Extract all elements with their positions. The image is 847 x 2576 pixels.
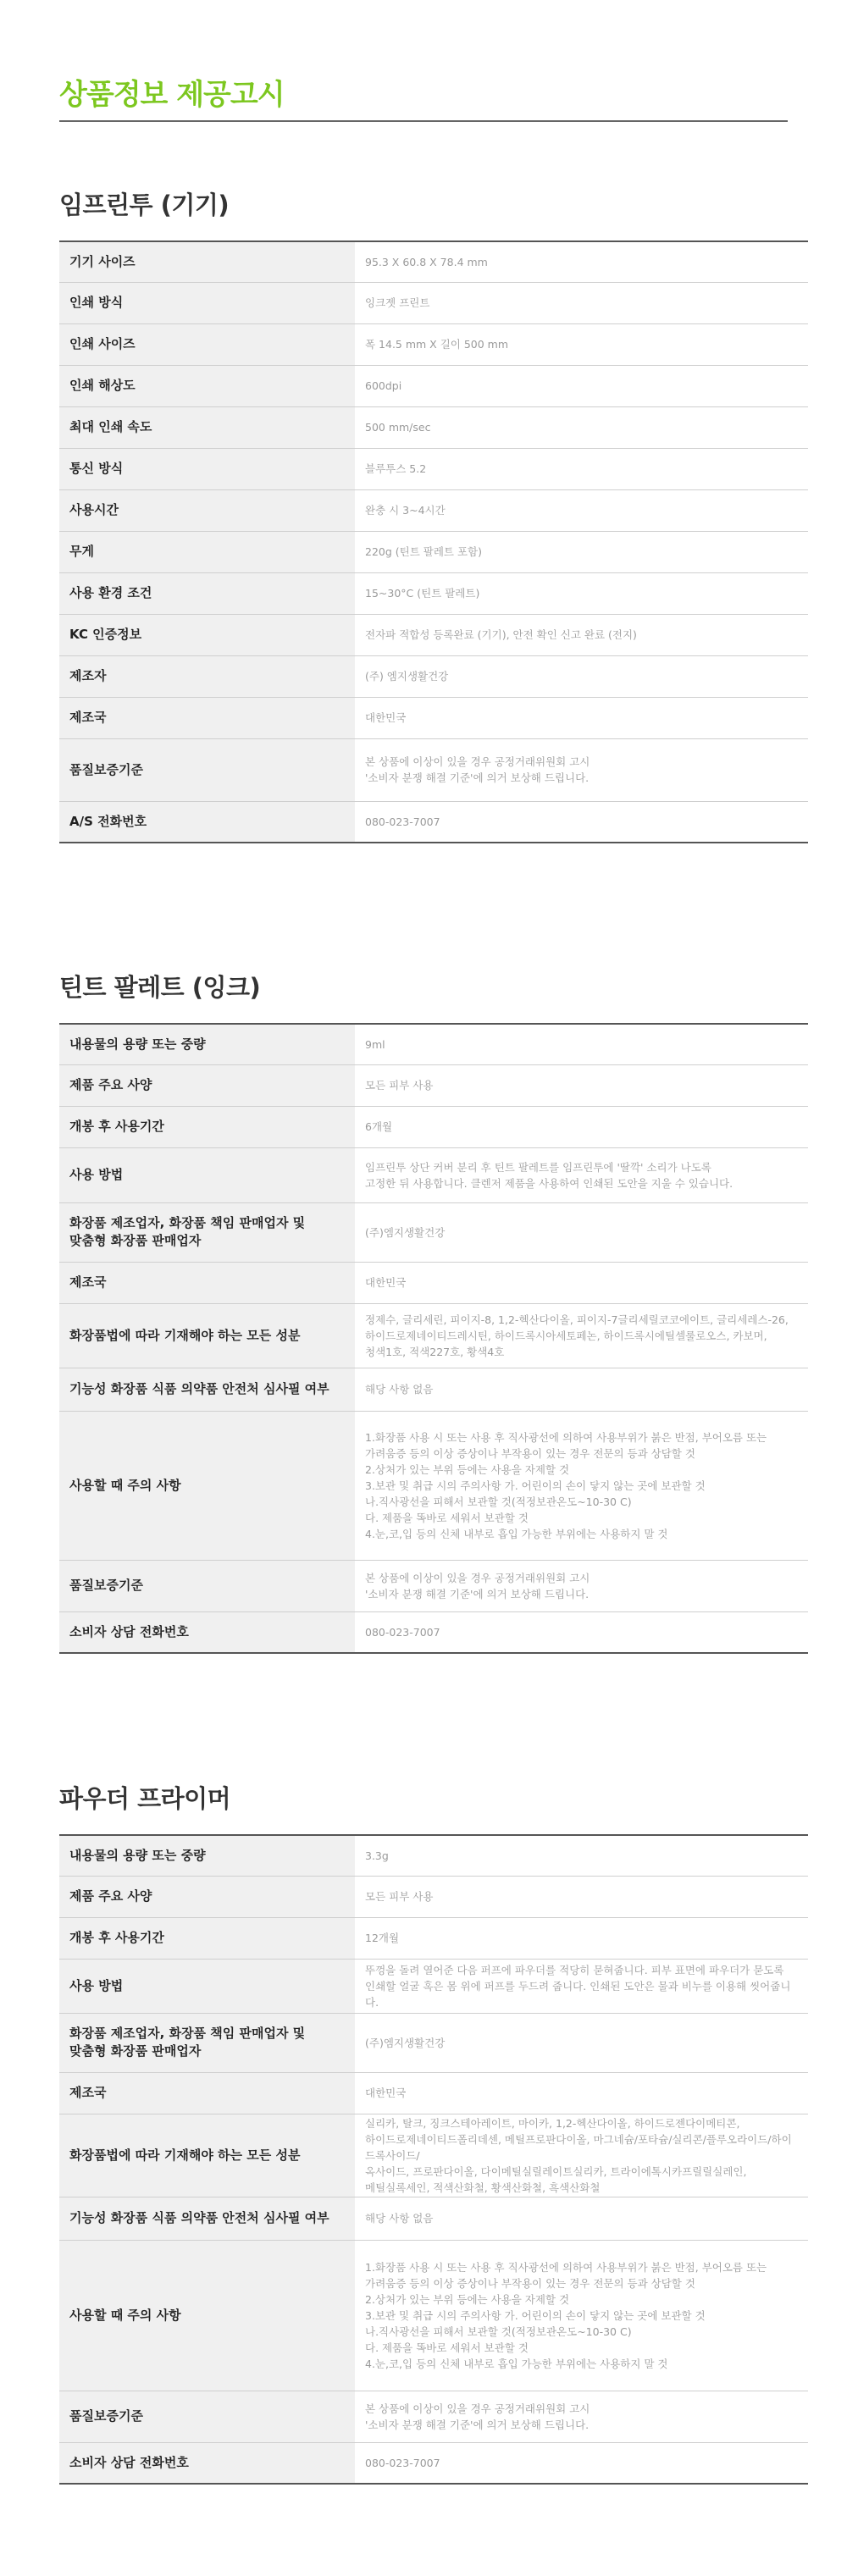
spec-row bbox=[59, 1202, 808, 1262]
spec-row bbox=[59, 323, 808, 365]
spec-row bbox=[59, 1560, 808, 1611]
spec-label: 인쇄 사이즈 bbox=[59, 323, 355, 365]
spec-label: 소비자 상담 전화번호 bbox=[59, 2442, 355, 2484]
spec-row bbox=[59, 801, 808, 843]
spec-label: 사용시간 bbox=[59, 489, 355, 531]
spec-label: 무게 bbox=[59, 531, 355, 572]
spec-label: 화장품법에 따라 기재해야 하는 모든 성분 bbox=[59, 1303, 355, 1368]
spec-value: 전자파 적합성 등록완료 (기기), 안전 확인 신고 완료 (전지) bbox=[355, 614, 808, 655]
spec-row bbox=[59, 2197, 808, 2240]
spec-row bbox=[59, 1024, 808, 1064]
spec-value: 폭 14.5 mm X 길이 500 mm bbox=[355, 323, 808, 365]
spec-value: 대한민국 bbox=[355, 1262, 808, 1303]
spec-value: 잉크젯 프린트 bbox=[355, 282, 808, 323]
spec-value: 220g (틴트 팔레트 포함) bbox=[355, 531, 808, 572]
spec-label: 기능성 화장품 식품 의약품 안전처 심사필 여부 bbox=[59, 2197, 355, 2240]
spec-value: 모든 피부 사용 bbox=[355, 1064, 808, 1106]
spec-row bbox=[59, 697, 808, 738]
spec-label: 품질보증기준 bbox=[59, 2391, 355, 2442]
spec-row bbox=[59, 614, 808, 655]
spec-section-powder-primer bbox=[59, 1782, 792, 2485]
spec-section-tint-palette bbox=[59, 970, 788, 1654]
spec-row bbox=[59, 365, 808, 406]
spec-label: 인쇄 해상도 bbox=[59, 365, 355, 406]
spec-row bbox=[59, 1147, 808, 1202]
spec-value: 080-023-7007 bbox=[355, 801, 808, 843]
spec-value: 완충 시 3~4시간 bbox=[355, 489, 808, 531]
spec-row bbox=[59, 1411, 808, 1560]
spec-label: 사용할 때 주의 사항 bbox=[59, 1411, 355, 1560]
spec-row bbox=[59, 1368, 808, 1411]
spec-value: 정제수, 글리세린, 피이지-8, 1,2-헥산다이올, 피이지-7글리세릴코코에이트, 글리세레스-26, 하이드로제네이티드레시틴, 하이드록시아세토페논, 하이드록시에틸셀룰로오스, 카보머, 청색1호, 적색227호, 황색4호 bbox=[355, 1303, 808, 1368]
spec-value: 본 상품에 이상이 있을 경우 공정거래위원회 고시 '소비자 분쟁 해결 기준'에 의거 보상해 드립니다. bbox=[355, 1560, 808, 1611]
spec-value: 뚜껑을 돌려 열어준 다음 퍼프에 파우더를 적당히 묻혀줍니다. 피부 표면에 파우더가 묻도록 인쇄할 얼굴 혹은 몸 위에 퍼프를 두드려 줍니다. 인쇄된 도안은 물과 비누를 이용해 씻어줍니다. bbox=[355, 1959, 808, 2013]
spec-value: 본 상품에 이상이 있을 경우 공정거래위원회 고시 '소비자 분쟁 해결 기준'에 의거 보상해 드립니다. bbox=[355, 738, 808, 801]
spec-row bbox=[59, 1064, 808, 1106]
spec-value: (주) 엠지생활건강 bbox=[355, 655, 808, 697]
spec-row bbox=[59, 241, 808, 282]
spec-label: 품질보증기준 bbox=[59, 1560, 355, 1611]
spec-value: 6개월 bbox=[355, 1106, 808, 1147]
spec-row bbox=[59, 1262, 808, 1303]
spec-row bbox=[59, 1876, 808, 1917]
spec-value: 9ml bbox=[355, 1024, 808, 1064]
spec-row bbox=[59, 572, 808, 614]
spec-row bbox=[59, 2240, 808, 2391]
spec-value: 080-023-7007 bbox=[355, 2442, 808, 2484]
spec-label: 제품 주요 사양 bbox=[59, 1876, 355, 1917]
spec-label: 사용 방법 bbox=[59, 1147, 355, 1202]
spec-row bbox=[59, 448, 808, 489]
spec-value: 블루투스 5.2 bbox=[355, 448, 808, 489]
spec-label: 인쇄 방식 bbox=[59, 282, 355, 323]
spec-row bbox=[59, 1959, 808, 2013]
page-title: 상품정보 제공고시 bbox=[59, 78, 285, 112]
spec-label: 제품 주요 사양 bbox=[59, 1064, 355, 1106]
spec-row bbox=[59, 2013, 808, 2072]
spec-label: 제조국 bbox=[59, 697, 355, 738]
spec-value: 임프린투 상단 커버 분리 후 틴트 팔레트를 임프린투에 '딸깍' 소리가 나도록 고정한 뒤 사용합니다. 클렌저 제품을 사용하여 인쇄된 도안을 지울 수 있습니다. bbox=[355, 1147, 808, 1202]
spec-row bbox=[59, 282, 808, 323]
section-title: 파우더 프라이머 bbox=[59, 1784, 231, 1813]
spec-section-device bbox=[59, 188, 788, 843]
spec-label: 개봉 후 사용기간 bbox=[59, 1917, 355, 1959]
spec-label: 기능성 화장품 식품 의약품 안전처 심사필 여부 bbox=[59, 1368, 355, 1411]
spec-label: 화장품 제조업자, 화장품 책임 판매업자 및 맞춤형 화장품 판매업자 bbox=[59, 2013, 355, 2072]
spec-value: 95.3 X 60.8 X 78.4 mm bbox=[355, 241, 808, 282]
spec-label: 화장품법에 따라 기재해야 하는 모든 성분 bbox=[59, 2114, 355, 2197]
title-divider bbox=[59, 120, 788, 122]
spec-row bbox=[59, 2391, 808, 2442]
spec-label: 품질보증기준 bbox=[59, 738, 355, 801]
spec-value: 해당 사항 없음 bbox=[355, 1368, 808, 1411]
spec-label: 개봉 후 사용기간 bbox=[59, 1106, 355, 1147]
spec-label: 통신 방식 bbox=[59, 448, 355, 489]
spec-value: 1.화장품 사용 시 또는 사용 후 직사광선에 의하여 사용부위가 붉은 반점, 부어오름 또는 가려움증 등의 이상 증상이나 부작용이 있는 경우 전문의 등과 상담할 것 2.상처가 있는 부위 등에는 사용을 자제할 것 3.보관 및 취급 시의 주의사항 가. 어린이의 손이 닿지 않는 곳에 보관할 것 나.직사광선을 피해서 보관할 것(적정보관온도~10-30 C) 다. 제품을 똑바로 세워서 보관할 것 4.눈,코,입 등의 신체 내부로 흡입 가능한 부위에는 사용하지 말 것 bbox=[355, 1411, 808, 1560]
spec-value: 실리카, 탈크, 징크스테아레이트, 마이카, 1,2-헥산다이올, 하이드로젠다이메티콘, 하이드로제네이티드폴리데센, 메틸프로판다이올, 마그네슘/포타슘/실리콘/플루오라이드/하이드록사이드/ 옥사이드, 프로판다이올, 다이메틸실릴레이트실리카, 트라이에톡시카프릴릴실레인, 메틸실록세인, 적색산화철, 황색산화철, 흑색산화철 bbox=[355, 2114, 808, 2197]
spec-row bbox=[59, 1611, 808, 1653]
spec-value: 500 mm/sec bbox=[355, 406, 808, 448]
spec-value: 1.화장품 사용 시 또는 사용 후 직사광선에 의하여 사용부위가 붉은 반점, 부어오름 또는 가려움증 등의 이상 증상이나 부작용이 있는 경우 전문의 등과 상담할 것 2.상처가 있는 부위 등에는 사용을 자제할 것 3.보관 및 취급 시의 주의사항 가. 어린이의 손이 닿지 않는 곳에 보관할 것 나.직사광선을 피해서 보관할 것(적정보관온도~10-30 C) 다. 제품을 똑바로 세워서 보관할 것 4.눈,코,입 등의 신체 내부로 흡입 가능한 부위에는 사용하지 말 것 bbox=[355, 2240, 808, 2391]
spec-value: 080-023-7007 bbox=[355, 1611, 808, 1653]
spec-label: 제조자 bbox=[59, 655, 355, 697]
spec-row bbox=[59, 2442, 808, 2484]
spec-row bbox=[59, 655, 808, 697]
spec-value: (주)엠지생활건강 bbox=[355, 1202, 808, 1262]
spec-row bbox=[59, 531, 808, 572]
spec-label: 사용 환경 조건 bbox=[59, 572, 355, 614]
spec-table bbox=[59, 1023, 808, 1654]
spec-label: 소비자 상담 전화번호 bbox=[59, 1611, 355, 1653]
spec-value: 해당 사항 없음 bbox=[355, 2197, 808, 2240]
spec-row bbox=[59, 2072, 808, 2114]
spec-row bbox=[59, 1835, 808, 1876]
spec-value: 12개월 bbox=[355, 1917, 808, 1959]
spec-label: 내용물의 용량 또는 중량 bbox=[59, 1835, 355, 1876]
spec-value: 15~30°C (틴트 팔레트) bbox=[355, 572, 808, 614]
spec-label: A/S 전화번호 bbox=[59, 801, 355, 843]
spec-label: KC 인증정보 bbox=[59, 614, 355, 655]
spec-row bbox=[59, 489, 808, 531]
spec-label: 최대 인쇄 속도 bbox=[59, 406, 355, 448]
spec-label: 사용 방법 bbox=[59, 1959, 355, 2013]
spec-row bbox=[59, 738, 808, 801]
spec-value: (주)엠지생활건강 bbox=[355, 2013, 808, 2072]
spec-label: 기기 사이즈 bbox=[59, 241, 355, 282]
spec-row bbox=[59, 1303, 808, 1368]
spec-value: 본 상품에 이상이 있을 경우 공정거래위원회 고시 '소비자 분쟁 해결 기준'에 의거 보상해 드립니다. bbox=[355, 2391, 808, 2442]
spec-label: 화장품 제조업자, 화장품 책임 판매업자 및 맞춤형 화장품 판매업자 bbox=[59, 1202, 355, 1262]
spec-table bbox=[59, 1834, 808, 2485]
spec-label: 내용물의 용량 또는 중량 bbox=[59, 1024, 355, 1064]
spec-value: 3.3g bbox=[355, 1835, 808, 1876]
spec-row bbox=[59, 1106, 808, 1147]
section-title: 틴트 팔레트 (잉크) bbox=[59, 973, 261, 1002]
spec-label: 제조국 bbox=[59, 1262, 355, 1303]
spec-value: 600dpi bbox=[355, 365, 808, 406]
spec-row bbox=[59, 1917, 808, 1959]
spec-table bbox=[59, 240, 808, 843]
spec-value: 대한민국 bbox=[355, 697, 808, 738]
spec-value: 대한민국 bbox=[355, 2072, 808, 2114]
section-title: 임프린투 (기기) bbox=[59, 191, 230, 219]
spec-label: 사용할 때 주의 사항 bbox=[59, 2240, 355, 2391]
spec-row bbox=[59, 2114, 808, 2197]
spec-row bbox=[59, 406, 808, 448]
spec-label: 제조국 bbox=[59, 2072, 355, 2114]
spec-value: 모든 피부 사용 bbox=[355, 1876, 808, 1917]
